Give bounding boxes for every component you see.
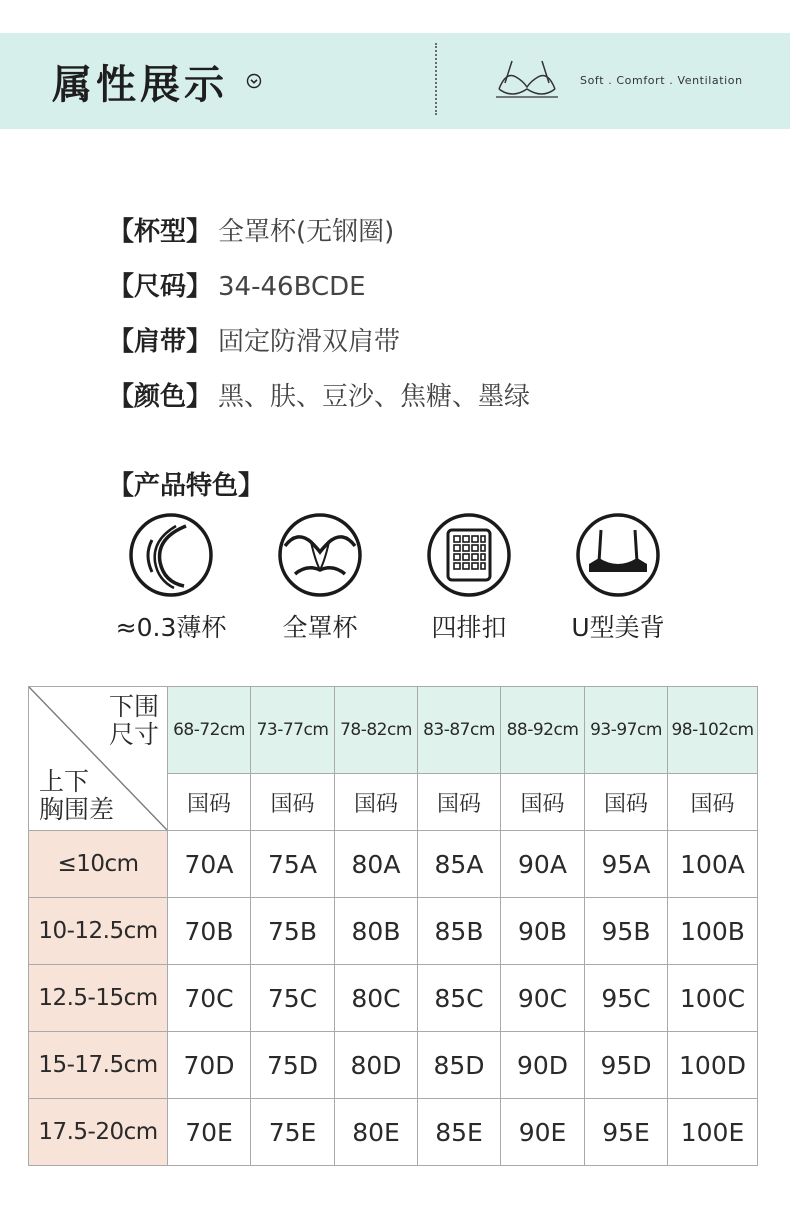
standard-size-cell: 国码: [585, 774, 668, 831]
size-cell: 90A: [501, 831, 585, 898]
attribute-color: [108, 376, 530, 413]
standard-size-cell: 国码: [668, 774, 758, 831]
table-row: [29, 1032, 758, 1099]
size-cell: 80C: [335, 965, 418, 1032]
size-cell: 80B: [335, 898, 418, 965]
row-label-cell: 17.5-20cm: [29, 1099, 168, 1166]
size-cell: 100A: [668, 831, 758, 898]
range-header-cell: 83-87cm: [418, 687, 501, 774]
tagline: Soft . Comfort . Ventilation: [580, 74, 743, 87]
corner-bottom-line: 胸围差: [39, 795, 115, 824]
size-cell: 70B: [168, 898, 251, 965]
range-header-cell: 98-102cm: [668, 687, 758, 774]
attribute-key: 【尺码】: [108, 272, 213, 302]
header-divider: [435, 43, 437, 115]
size-cell: 75A: [251, 831, 335, 898]
attribute-value: 黑、肤、豆沙、焦糖、墨绿: [218, 382, 531, 412]
size-cell: 80E: [335, 1099, 418, 1166]
corner-bottom-label: [39, 768, 114, 824]
table-row: [29, 1099, 758, 1166]
row-label-cell: 12.5-15cm: [29, 965, 168, 1032]
size-cell: 75B: [251, 898, 335, 965]
table-header-row: [29, 687, 758, 774]
range-header-cell: 68-72cm: [168, 687, 251, 774]
feature-label: U型美背: [571, 613, 665, 642]
standard-size-cell: 国码: [418, 774, 501, 831]
thin-cup-icon: [128, 512, 214, 598]
standard-size-cell: 国码: [168, 774, 251, 831]
table-row: [29, 965, 758, 1032]
size-cell: 85C: [418, 965, 501, 1032]
corner-top-label: [109, 693, 159, 749]
row-label-cell: ≤10cm: [29, 831, 168, 898]
size-cell: 90D: [501, 1032, 585, 1099]
attribute-key: 【杯型】: [108, 217, 213, 247]
attribute-cup-type: [108, 211, 394, 248]
size-cell: 85B: [418, 898, 501, 965]
size-cell: 90E: [501, 1099, 585, 1166]
feature-u-back: [543, 512, 693, 642]
feature-full-cup: [245, 512, 395, 642]
size-cell: 75C: [251, 965, 335, 1032]
corner-top-line: 尺寸: [108, 720, 159, 749]
size-cell: 100E: [668, 1099, 758, 1166]
size-cell: 95B: [585, 898, 668, 965]
standard-size-cell: 国码: [501, 774, 585, 831]
size-cell: 70A: [168, 831, 251, 898]
size-cell: 85E: [418, 1099, 501, 1166]
full-cup-icon: [277, 512, 363, 598]
size-cell: 100D: [668, 1032, 758, 1099]
size-cell: 70E: [168, 1099, 251, 1166]
attribute-key: 【颜色】: [108, 382, 213, 412]
size-cell: 70C: [168, 965, 251, 1032]
size-cell: 75E: [251, 1099, 335, 1166]
features-heading: 【产品特色】: [108, 471, 265, 501]
u-back-icon: [575, 512, 661, 598]
attribute-value: 34-46BCDE: [218, 272, 366, 302]
corner-top-line: 下围: [108, 692, 159, 721]
size-cell: 70D: [168, 1032, 251, 1099]
size-cell: 80A: [335, 831, 418, 898]
feature-label: ≈0.3薄杯: [115, 613, 227, 642]
standard-size-cell: 国码: [251, 774, 335, 831]
attribute-value: 全罩杯(无钢圈): [218, 217, 395, 247]
header-banner: [0, 33, 790, 129]
four-row-hook-icon: [426, 512, 512, 598]
attribute-size: [108, 266, 366, 303]
table-row: [29, 831, 758, 898]
size-cell: 85A: [418, 831, 501, 898]
attribute-key: 【肩带】: [108, 327, 213, 357]
size-table: [28, 686, 758, 1166]
standard-size-cell: 国码: [335, 774, 418, 831]
size-cell: 95A: [585, 831, 668, 898]
range-header-cell: 78-82cm: [335, 687, 418, 774]
size-cell: 90C: [501, 965, 585, 1032]
bra-icon: [496, 59, 558, 99]
size-cell: 100B: [668, 898, 758, 965]
size-cell: 95E: [585, 1099, 668, 1166]
feature-thin-cup: [96, 512, 246, 642]
attribute-value: 固定防滑双肩带: [218, 327, 401, 357]
row-label-cell: 10-12.5cm: [29, 898, 168, 965]
attribute-strap: [108, 321, 400, 358]
size-cell: 90B: [501, 898, 585, 965]
size-cell: 80D: [335, 1032, 418, 1099]
range-header-cell: 88-92cm: [501, 687, 585, 774]
range-header-cell: 93-97cm: [585, 687, 668, 774]
size-cell: 75D: [251, 1032, 335, 1099]
range-header-cell: 73-77cm: [251, 687, 335, 774]
feature-four-row-hook: [394, 512, 544, 642]
size-cell: 100C: [668, 965, 758, 1032]
table-row: [29, 898, 758, 965]
size-cell: 95C: [585, 965, 668, 1032]
table-corner-cell: [29, 687, 168, 831]
feature-label: 四排扣: [431, 613, 507, 642]
corner-bottom-line: 上下: [39, 767, 90, 796]
page-title: 属性展示: [52, 62, 228, 108]
chevron-down-icon: [246, 73, 262, 89]
feature-label: 全罩杯: [282, 613, 358, 642]
row-label-cell: 15-17.5cm: [29, 1032, 168, 1099]
size-cell: 95D: [585, 1032, 668, 1099]
size-cell: 85D: [418, 1032, 501, 1099]
